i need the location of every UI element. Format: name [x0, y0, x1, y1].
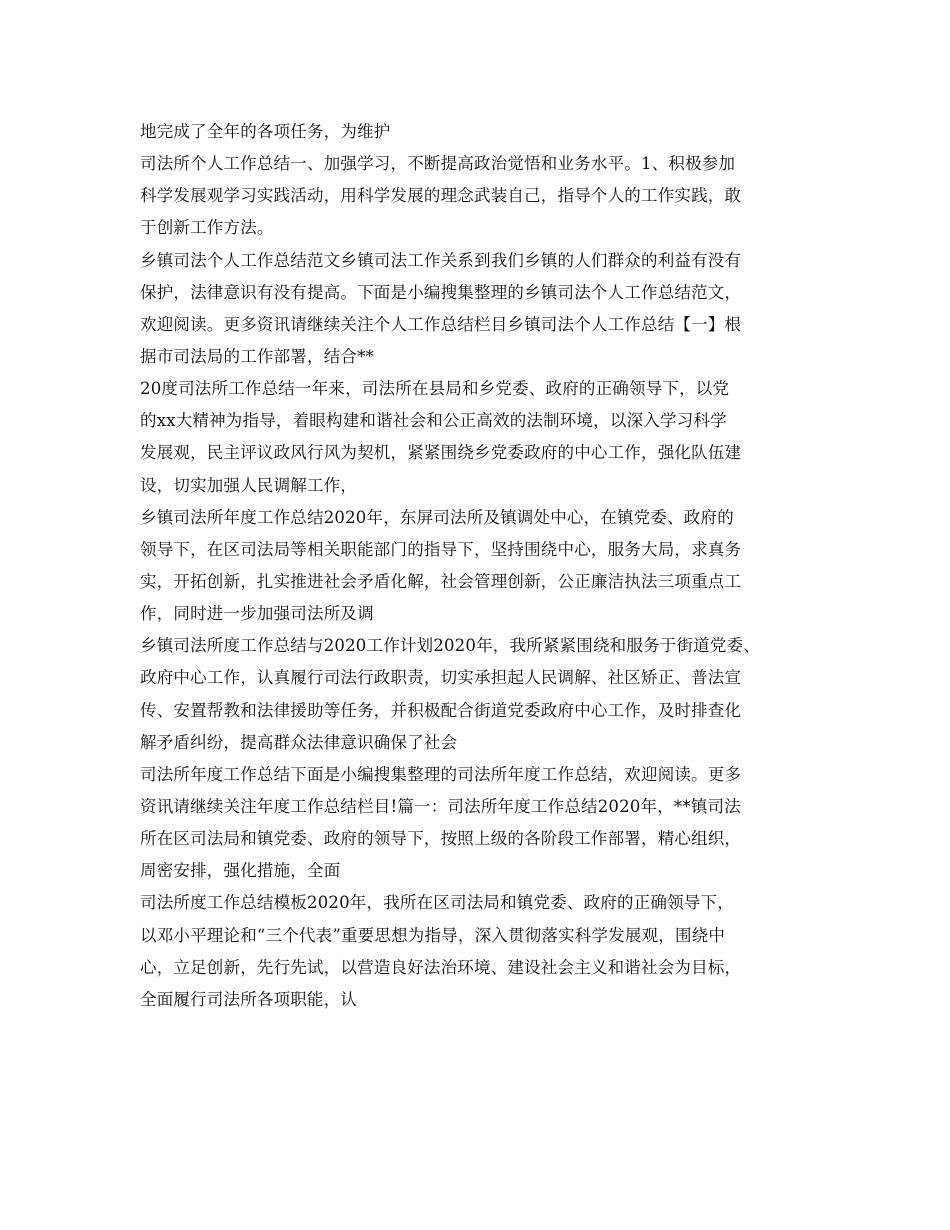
text-line: 乡镇司法所度工作总结与2020工作计划2020年，我所紧紧围绕和服务于街道党委、 [140, 636, 760, 656]
document-body [140, 116, 820, 1016]
text-line: 传、安置帮教和法律援助等任务，并积极配合街道党委政府中心工作，及时排查化 [140, 700, 742, 720]
text-line: 欢迎阅读。更多资讯请继续关注个人工作总结栏目乡镇司法个人工作总结【一】根 [140, 314, 742, 334]
text-line: 司法所年度工作总结下面是小编搜集整理的司法所年度工作总结，欢迎阅读。更多 [140, 764, 742, 784]
text-line: 政府中心工作，认真履行司法行政职责，切实承担起人民调解、社区矫正、普法宣 [140, 668, 742, 688]
text-line: 乡镇司法个人工作总结范文乡镇司法工作关系到我们乡镇的人们群众的利益有没有 [140, 250, 742, 270]
text-line: 乡镇司法所年度工作总结2020年，东屏司法所及镇调处中心，在镇党委、政府的 [140, 507, 734, 527]
text-line: 司法所度工作总结模板2020年，我所在区司法局和镇党委、政府的正确领导下， [140, 893, 734, 913]
text-line: 据市司法局的工作部署，结合** [140, 346, 374, 366]
text-line: 保护，法律意识有没有提高。下面是小编搜集整理的乡镇司法个人工作总结范文， [140, 282, 742, 302]
text-line: 心，立足创新，先行先试，以营造良好法治环境、建设社会主义和谐社会为目标， [140, 957, 742, 977]
text-line: 以邓小平理论和“三个代表”重要思想为指导，深入贯彻落实科学发展观，围绕中 [140, 925, 726, 945]
text-line: 周密安排，强化措施，全面 [140, 861, 341, 881]
text-line: 司法所个人工作总结一、加强学习，不断提高政治觉悟和业务水平。1、积极参加 [140, 154, 736, 174]
text-line: 解矛盾纠纷，提高群众法律意识确保了社会 [140, 732, 458, 752]
text-line: 20度司法所工作总结一年来，司法所在县局和乡党委、政府的正确领导下，以党 [140, 379, 730, 399]
text-line: 于创新工作方法。 [140, 218, 274, 238]
text-line: 作，同时进一步加强司法所及调 [140, 604, 374, 624]
text-line: 实，开拓创新，扎实推进社会矛盾化解，社会管理创新，公正廉洁执法三项重点工 [140, 571, 742, 591]
text-line: 全面履行司法所各项职能，认 [140, 989, 358, 1009]
text-line: 地完成了全年的各项任务，为维护 [140, 122, 391, 141]
text-line: 资讯请继续关注年度工作总结栏目!篇一：司法所年度工作总结2020年，**镇司法 [140, 796, 741, 816]
text-line: 科学发展观学习实践活动，用科学发展的理念武装自己，指导个人的工作实践，敢 [140, 186, 742, 206]
text-line: 的xx大精神为指导，着眼构建和谐社会和公正高效的法制环境，以深入学习科学 [140, 411, 727, 431]
text-line: 发展观，民主评议政风行风为契机，紧紧围绕乡党委政府的中心工作，强化队伍建 [140, 443, 742, 463]
text-line: 领导下，在区司法局等相关职能部门的指导下，坚持围绕中心，服务大局，求真务 [140, 539, 742, 559]
text-line: 设，切实加强人民调解工作， [140, 475, 358, 495]
text-line: 所在区司法局和镇党委、政府的领导下，按照上级的各阶段工作部署，精心组织， [140, 829, 742, 849]
